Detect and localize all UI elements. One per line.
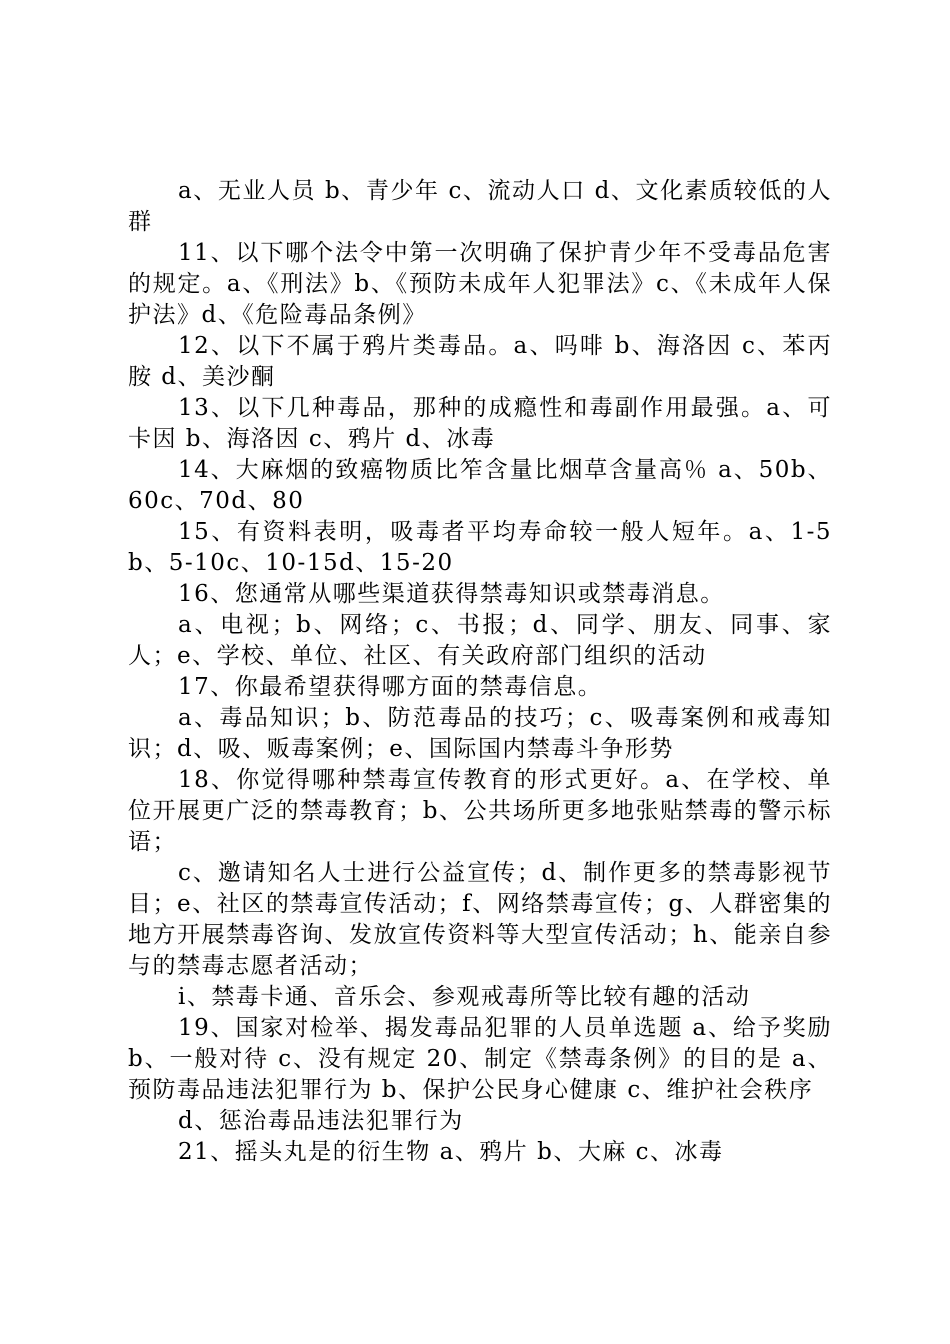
paragraph-options-18-cont: c、邀请知名人士进行公益宣传；d、制作更多的禁毒影视节目；e、社区的禁毒宣传活动；f、网络禁毒宣传；g、人群密集的地方开展禁毒咨询、发放宣传资料等大型宣传活动；h、能亲自参与的禁毒志愿者活动；: [128, 860, 832, 979]
paragraph-answer-options-10: a、无业人员 b、青少年 c、流动人口 d、文化素质较低的人群: [128, 178, 832, 235]
paragraph-question-19-20: 19、国家对检举、揭发毒品犯罪的人员单选题 a、给予奖励 b、一般对待 c、没有规定 20、制定《禁毒条例》的目的是 a、预防毒品违法犯罪行为 b、保护公民身心健康 c、维护社会秩序: [128, 1015, 832, 1103]
paragraph-options-16: a、电视；b、网络；c、书报；d、同学、朋友、同事、家人；e、学校、单位、社区、有关政府部门组织的活动: [128, 612, 832, 669]
paragraph-question-11: 11、以下哪个法令中第一次明确了保护青少年不受毒品危害的规定。a、《刑法》b、《预防未成年人犯罪法》c、《未成年人保护法》d、《危险毒品条例》: [128, 240, 832, 328]
paragraph-question-13: 13、以下几种毒品，那种的成瘾性和毒副作用最强。a、可卡因 b、海洛因 c、鸦片 d、冰毒: [128, 395, 832, 452]
paragraph-options-17: a、毒品知识；b、防范毒品的技巧；c、吸毒案例和戒毒知识；d、吸、贩毒案例；e、国际国内禁毒斗争形势: [128, 705, 832, 762]
paragraph-question-15: 15、有资料表明，吸毒者平均寿命较一般人短年。a、1-5b、5-10c、10-15d、15-20: [128, 519, 832, 576]
paragraph-question-21: 21、摇头丸是的衍生物 a、鸦片 b、大麻 c、冰毒: [178, 1139, 724, 1165]
paragraph-question-14: 14、大麻烟的致癌物质比笮含量比烟草含量高％ a、50b、60c、70d、80: [128, 457, 832, 514]
paragraph-options-18-i: i、禁毒卡通、音乐会、参观戒毒所等比较有趣的活动: [178, 984, 751, 1010]
paragraph-question-17: 17、你最希望获得哪方面的禁毒信息。: [178, 674, 603, 700]
paragraph-question-16: 16、您通常从哪些渠道获得禁毒知识或禁毒消息。: [178, 581, 725, 607]
paragraph-question-12: 12、以下不属于鸦片类毒品。a、吗啡 b、海洛因 c、苯丙胺 d、美沙酮: [128, 333, 832, 390]
paragraph-options-20-d: d、惩治毒品违法犯罪行为: [178, 1108, 464, 1134]
paragraph-question-18: 18、你觉得哪种禁毒宣传教育的形式更好。a、在学校、单位开展更广泛的禁毒教育；b、公共场所更多地张贴禁毒的警示标语；: [128, 767, 832, 855]
document-body: [128, 176, 832, 1168]
